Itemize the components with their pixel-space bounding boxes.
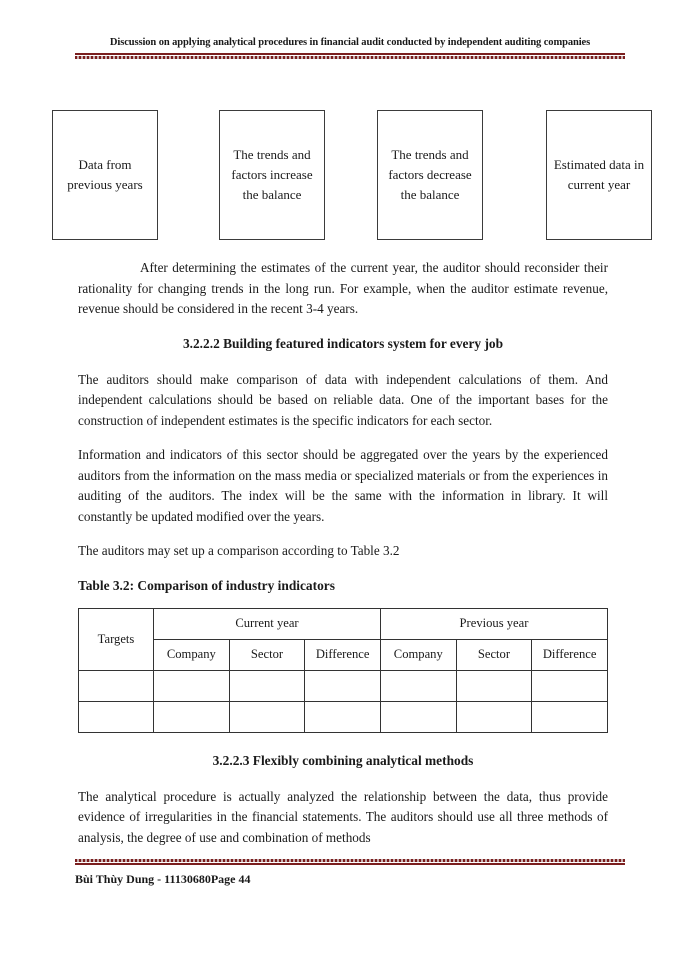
flow-diagram-box bbox=[546, 110, 652, 240]
footer-author-and-page: Bùi Thùy Dung - 11130680Page 44 bbox=[75, 872, 251, 886]
table-header-targets: Targets bbox=[79, 608, 154, 670]
table-head bbox=[79, 608, 608, 670]
body-paragraph: The auditors should make comparison of data with independent calculations of them. And independent calculations should be based on reliable data. One of the important bases for the construction of independent estimates is the specific indicators for each sector. bbox=[78, 371, 608, 428]
running-header-title: Discussion on applying analytical procedures in financial audit conducted by independent auditing companies bbox=[109, 37, 591, 48]
section-heading-3-2-2-3: 3.2.2.3 Flexibly combining analytical methods bbox=[212, 752, 474, 768]
table-header-previous-difference: Difference bbox=[532, 639, 608, 670]
table-header-group-previous-year: Previous year bbox=[380, 608, 607, 639]
flow-diagram-box-label: The trends and factors increase the balance bbox=[231, 147, 313, 202]
flow-diagram bbox=[0, 110, 700, 242]
section-heading-3-2-2-2: 3.2.2.2 Building featured indicators system for every job bbox=[182, 335, 504, 351]
industry-indicators-table bbox=[78, 608, 608, 733]
table-header-previous-sector: Sector bbox=[456, 639, 532, 670]
table-cell bbox=[79, 670, 154, 701]
table-header-previous-company: Company bbox=[380, 639, 456, 670]
header-rule-solid bbox=[75, 53, 625, 55]
table-cell bbox=[532, 670, 608, 701]
table-cell bbox=[154, 701, 230, 732]
body-paragraph: The auditors may set up a comparison according to Table 3.2 bbox=[78, 543, 400, 558]
body-paragraph: The analytical procedure is actually analyzed the relationship between the data, thus provide evidence of irregularities in the financial statements. The auditors should use all three methods of analysis, the degree of use and combination of methods bbox=[78, 788, 608, 845]
table-cell bbox=[380, 670, 456, 701]
table-header-current-difference: Difference bbox=[305, 639, 381, 670]
table-cell bbox=[154, 670, 230, 701]
table-cell bbox=[380, 701, 456, 732]
table-cell bbox=[229, 701, 305, 732]
running-footer bbox=[75, 859, 625, 888]
header-rule-dotted bbox=[75, 56, 625, 59]
table-cell bbox=[456, 701, 532, 732]
table-row bbox=[79, 670, 608, 701]
table-header-row-subcolumns bbox=[79, 639, 608, 670]
body-paragraph: After determining the estimates of the current year, the auditor should reconsider their rationality for changing trends in the long run. For example, when the auditor estimate revenue, revenue should be considered in the recent 3-4 years. bbox=[78, 260, 608, 316]
body-paragraph: Information and indicators of this sector should be aggregated over the years by the experienced auditors from the information on the mass media or specialized materials or from the experiences in auditing of the auditors. The index will be the same with the information in library. It will constantly be updated modified over the years. bbox=[78, 447, 608, 524]
table-header-current-sector: Sector bbox=[229, 639, 305, 670]
table-cell bbox=[79, 701, 154, 732]
footer-rule-solid bbox=[75, 863, 625, 865]
flow-diagram-box bbox=[219, 110, 325, 240]
table-caption: Table 3.2: Comparison of industry indicators bbox=[78, 577, 335, 593]
table-cell bbox=[456, 670, 532, 701]
table-body bbox=[79, 670, 608, 732]
table-cell bbox=[229, 670, 305, 701]
flow-diagram-box bbox=[52, 110, 158, 240]
running-header bbox=[75, 36, 625, 59]
footer-rule-dotted bbox=[75, 859, 625, 862]
flow-diagram-box-label: The trends and factors decrease the balance bbox=[388, 147, 472, 202]
table-cell bbox=[305, 701, 381, 732]
table-cell bbox=[305, 670, 381, 701]
table-cell bbox=[532, 701, 608, 732]
table-header-row-groups bbox=[79, 608, 608, 639]
table-header-group-current-year: Current year bbox=[154, 608, 381, 639]
flow-diagram-box bbox=[377, 110, 483, 240]
table-header-current-company: Company bbox=[154, 639, 230, 670]
document-body bbox=[78, 258, 608, 862]
flow-diagram-box-label: Data from previous years bbox=[67, 157, 143, 192]
table-row bbox=[79, 701, 608, 732]
flow-diagram-box-label: Estimated data in current year bbox=[553, 157, 645, 192]
